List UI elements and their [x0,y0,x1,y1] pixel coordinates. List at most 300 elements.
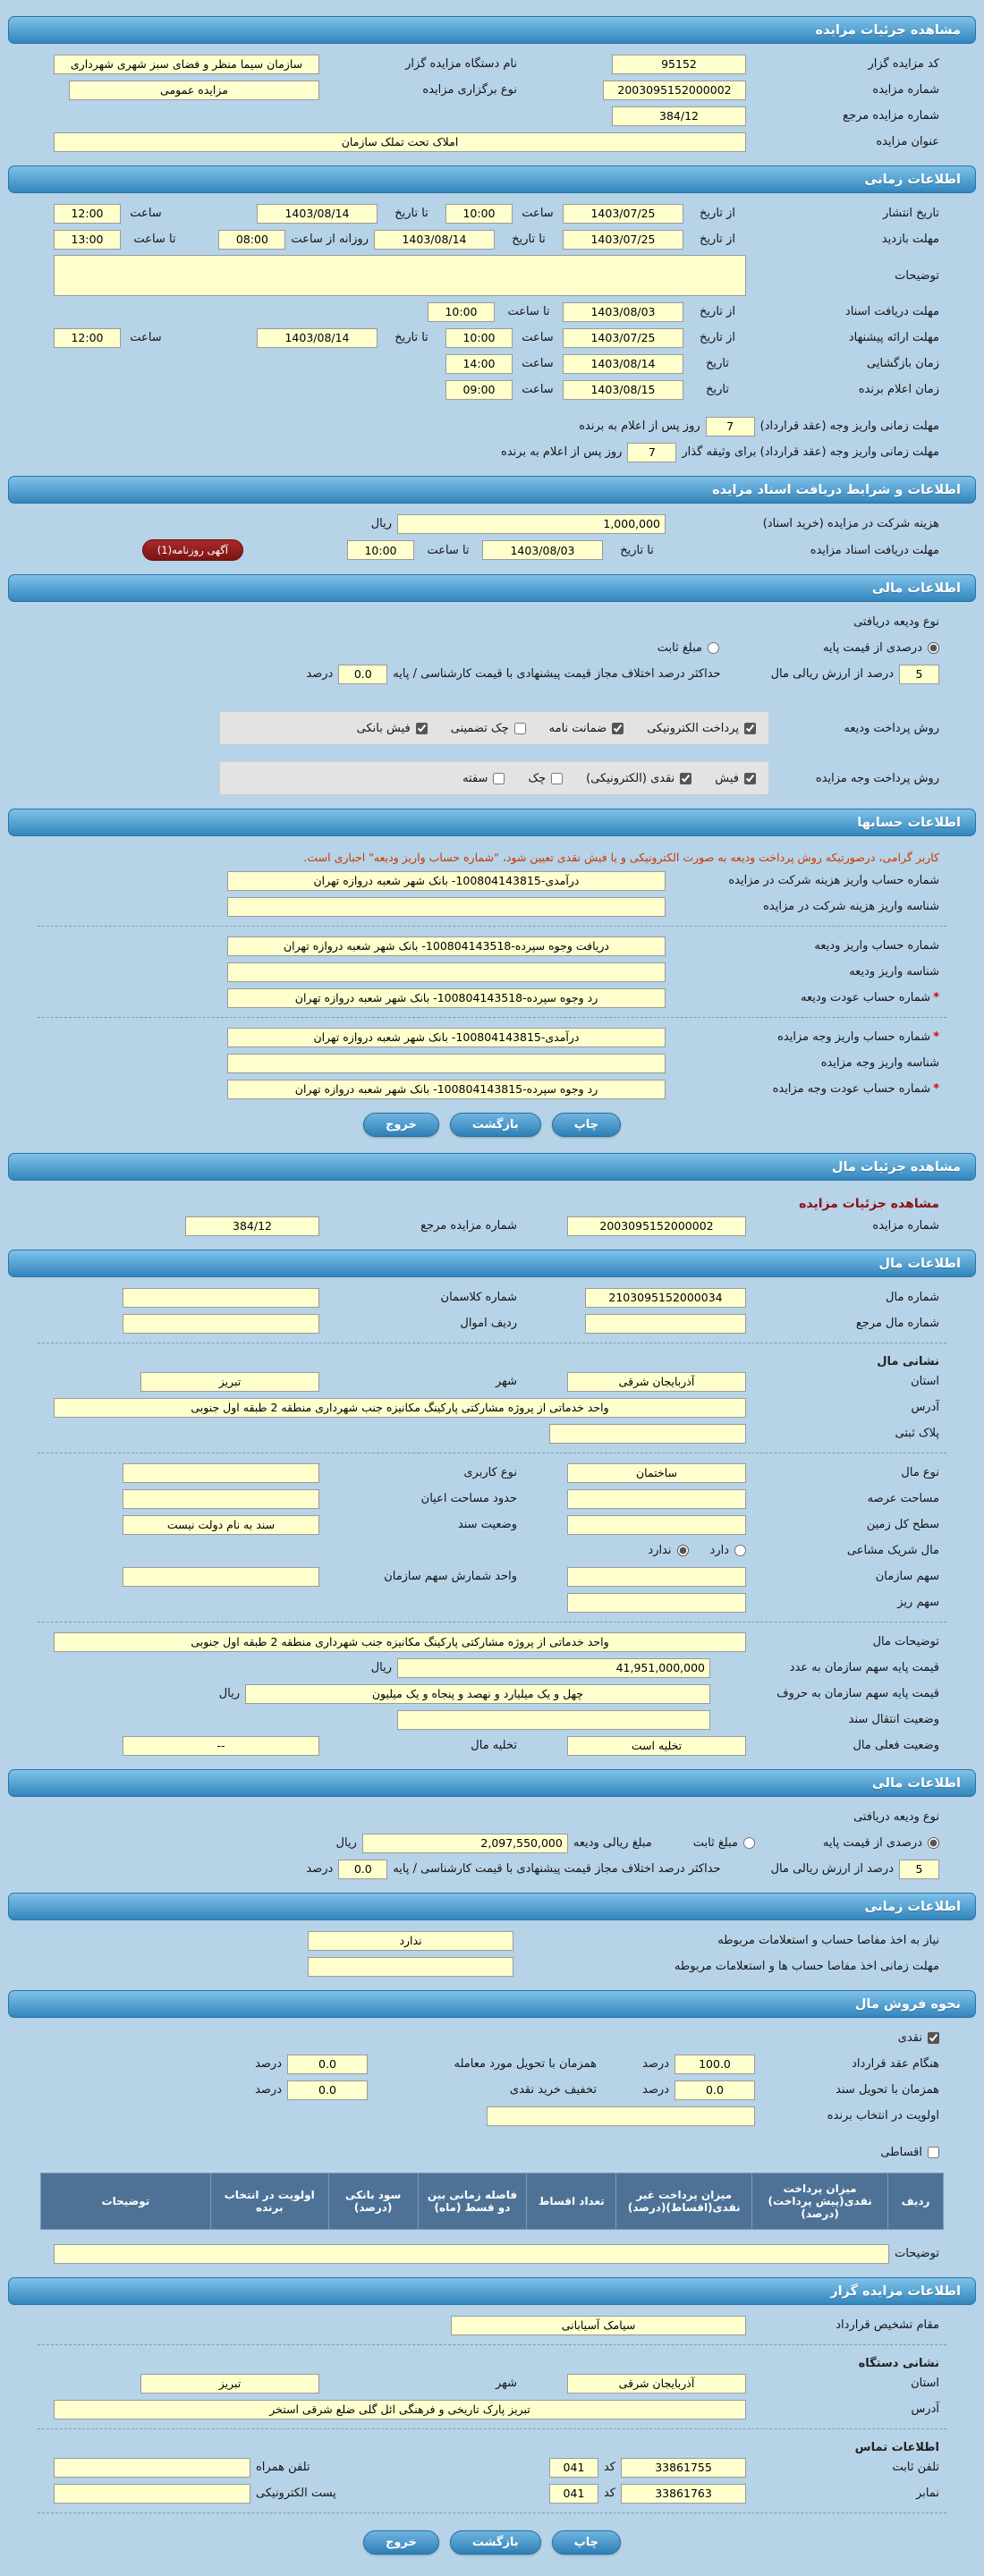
account-input[interactable] [227,988,666,1008]
to-hour-label: تا ساعت [133,233,176,246]
slip-checkbox[interactable] [744,773,756,784]
section-header-auctioneer: اطلاعات مزایده گزار [8,2277,976,2305]
opening-date-input[interactable] [563,354,683,374]
deposit-fixed-radio[interactable] [743,1837,755,1849]
at-contract-label: هنگام عقد قرارداد [852,2057,939,2071]
email-input[interactable] [54,2484,250,2504]
row-asset-province [0,1368,984,1394]
auction-payment-methods-box [219,761,769,795]
publish-to-date-input[interactable] [257,204,377,224]
total-land-label: سطح کل زمین [866,1518,939,1531]
visit-daily-from-time-input[interactable] [218,230,285,250]
th-row-number: ردیف [888,2174,944,2230]
section-header-financial-1: اطلاعات مالی [8,574,976,602]
row-deposit-type-options-2 [0,1830,984,1856]
hour-label: ساعت [522,357,554,370]
deposit-fixed-option-label: مبلغ ثابت [657,641,703,655]
row-auction-payment-methods [0,758,984,798]
shared-has-label: دارد [709,1544,729,1557]
auction-ref-input[interactable] [612,106,746,126]
org-name-input[interactable] [54,55,319,74]
contact-group-label: اطلاعات تماس [854,2441,939,2454]
percent-label: درصد [255,2057,282,2071]
area-code-label: کد [603,2487,615,2500]
account-label: شناسه واریز ودیعه [849,965,939,979]
newspaper-ad-button[interactable]: آگهی روزنامه(1) [142,539,243,561]
phone-label: تلفن ثابت [892,2461,939,2474]
cash-sale-label: نقدی [897,2031,922,2045]
installment-table [40,2173,944,2230]
winner-date-input[interactable] [563,380,683,400]
max-price-diff-label: حداکثر درصد اختلاف مجاز قیمت پیشنهادی با قیمت کارشناسی / پایه [393,667,721,681]
deposit-amount-label: مبلغ ریالی ودیعه [573,1836,652,1850]
winner-priority-label: اولویت در انتخاب برنده [827,2109,939,2123]
phone-input[interactable] [621,2458,746,2478]
from-date-label: از تاریخ [700,207,735,220]
account-input[interactable] [227,936,666,956]
auctioneer-address-input[interactable] [54,2400,746,2419]
building-area-input[interactable] [123,1489,319,1509]
row-clearance-need [0,1928,984,1953]
deposit-percent-value-input[interactable] [899,665,939,684]
divider [38,2512,946,2513]
row-sub-share [0,1589,984,1615]
row-payment-deadline-1 [0,413,984,439]
row-deposit-type-options [0,635,984,661]
base-price-number-input[interactable] [397,1658,710,1678]
deposit-percent-suffix-label: درصد از ارزش ریالی مال [770,667,894,681]
auction-number-label: شماره مزایده [872,1219,939,1233]
deposit-percent-radio[interactable] [928,642,939,654]
deposit-percent-value-input[interactable] [899,1860,939,1879]
asset-description-label: توضیحات مال [872,1635,939,1648]
evacuation-input[interactable] [123,1736,319,1756]
offer-to-date-input[interactable] [257,328,377,348]
required-asterisk: * [933,1082,939,1096]
row-publish-date [0,200,984,226]
row-asset-description [0,1629,984,1655]
hour-label: ساعت [522,207,554,220]
sale-description-label: توضیحات [895,2247,939,2260]
section-header-asset: اطلاعات مال [8,1250,976,1277]
th-cash-prepayment: میزان پرداخت نقدی(پیش پرداخت)(درصد) [752,2174,888,2230]
account-input[interactable] [227,962,666,982]
at-deed-input[interactable] [674,2080,755,2100]
account-input[interactable] [227,1054,666,1073]
asset-description-input[interactable] [54,1632,746,1652]
shared-ownership-label: مال شریک مشاعی [846,1544,939,1557]
max-price-diff-input[interactable] [338,665,387,684]
auction-type-input[interactable] [69,80,319,100]
docs-deadline-date-input[interactable] [482,540,603,560]
at-contract-input[interactable] [674,2055,755,2074]
account-input[interactable] [227,1028,666,1047]
check-label: چک [528,771,547,785]
sub-share-label: سهم ریز [897,1596,939,1609]
section-header-docs-conditions: اطلاعات و شرایط دریافت اسناد مزایده [8,476,976,504]
print-button[interactable]: چاپ [552,2530,621,2555]
required-asterisk: * [933,991,939,1004]
evacuation-label: تخلیه مال [471,1739,517,1752]
publish-from-time-input[interactable] [445,204,513,224]
asset-ref-label: شماره مال مرجع [855,1317,939,1330]
winner-priority-input[interactable] [487,2106,755,2126]
shared-hasnot-radio[interactable] [677,1545,689,1556]
usage-type-input[interactable] [123,1463,319,1483]
section-header-accounts: اطلاعات حسابها [8,809,976,836]
asset-row-input[interactable] [123,1314,319,1334]
deed-status-input[interactable] [123,1515,319,1535]
visit-to-date-input[interactable] [374,230,495,250]
offer-from-date-input[interactable] [563,328,683,348]
row-deposit-type-title-2 [0,1804,984,1830]
asset-type-label: نوع مال [901,1466,939,1479]
fax-input[interactable] [621,2484,746,2504]
days-after-winner-label: روز پس از اعلام به برنده [501,445,623,459]
fax-code-input[interactable] [549,2484,598,2504]
deposit-fixed-radio[interactable] [708,642,719,654]
deed-transfer-status-label: وضعیت انتقال سند [848,1713,939,1726]
asset-number-input[interactable] [585,1288,746,1308]
usage-type-label: نوع کاربری [463,1466,517,1479]
row-asset-auction-number [0,1213,984,1239]
address-input[interactable] [54,1398,746,1418]
accounts-warning-text: کاربر گرامی، درصورتیکه روش پرداخت ودیعه به صورت الکترونیکی و یا فیش نقدی تعیین شود، "شماره حساب واریز ودیعه" اجباری است. [303,851,939,864]
electronic-payment-label: پرداخت الکترونیکی [647,721,739,735]
auctioneer-address-group-label: نشانی دستگاه [858,2357,939,2370]
winner-time-input[interactable] [445,380,513,400]
row-asset-area [0,1486,984,1512]
publish-to-time-input[interactable] [54,204,121,224]
province-label: استان [911,2377,939,2390]
divider [38,2344,946,2345]
row-visit-deadline [0,226,984,252]
account-row-fee-deposit-id [0,894,984,919]
section-header-sale-method: نحوه فروش مال [8,1990,976,2018]
th-installments-count: تعداد اقساط [527,2174,616,2230]
row-deed-transfer-status [0,1707,984,1733]
account-label: شناسه واریز وجه مزایده [820,1056,939,1070]
date-label: تاریخ [706,357,729,370]
land-area-input[interactable] [567,1489,746,1509]
cash-discount-input[interactable] [287,2080,368,2100]
divider [38,1017,946,1018]
th-noncash-installments: میزان پرداخت غیر نقدی(اقساط)(درصد) [616,2174,752,2230]
visit-daily-to-time-input[interactable] [54,230,121,250]
visit-deadline-label: مهلت بازدید [881,233,939,246]
authority-input[interactable] [451,2316,746,2335]
account-row-auction-payment [0,1024,984,1050]
offer-from-time-input[interactable] [445,328,513,348]
promissory-note-label: سفته [462,771,488,785]
account-label: شماره حساب واریز ودیعه [814,939,939,953]
certified-check-checkbox[interactable] [514,723,526,734]
row-org-share [0,1563,984,1589]
installment-sale-checkbox[interactable] [928,2147,939,2158]
province-input[interactable] [567,2374,746,2394]
auctioneer-code-label: کد مزایده گزار [868,57,939,71]
auctioneer-code-input[interactable] [612,55,746,74]
base-price-words-label: قیمت پایه سهم سازمان به حروف [776,1687,939,1700]
row-cash-option [0,2025,984,2051]
offer-deadline-label: مهلت ارائه پیشنهاد [848,331,939,344]
percent-label: درصد [306,1862,334,1876]
participation-fee-input[interactable] [397,514,666,534]
account-label: شماره حساب عودت ودیعه [801,991,931,1004]
deposit-fixed-option-label: مبلغ ثابت [692,1836,739,1850]
row-auction-number [0,77,984,103]
docs-receive-label: مهلت دریافت اسناد [844,305,939,318]
row-opening-time [0,351,984,377]
account-input[interactable] [227,1080,666,1099]
province-input[interactable] [567,1372,746,1392]
payment-deadline-2-label: مهلت زمانی واریز وجه (عقد قرارداد) برای وثیقه گذار [682,445,939,459]
account-label: شماره حساب واریز هزینه شرکت در مزایده [728,874,939,887]
deposit-percent-option-label: درصدی از قیمت پایه [823,1836,922,1850]
row-base-price-words [0,1681,984,1707]
share-unit-input[interactable] [123,1567,319,1587]
to-date-label: تا تاریخ [394,207,428,220]
opening-time-input[interactable] [445,354,513,374]
divider [38,1622,946,1623]
asset-address-group-label: نشانی مال [877,1355,939,1368]
print-button[interactable]: چاپ [552,1113,621,1137]
asset-row-label: ردیف اموال [460,1317,517,1330]
shared-hasnot-label: ندارد [648,1544,672,1557]
row-current-status [0,1733,984,1758]
percent-label: درصد [255,2083,282,2097]
bank-slip-checkbox[interactable] [416,723,428,734]
divider [38,2428,946,2429]
hour-label: ساعت [130,207,162,220]
current-status-input[interactable] [567,1736,746,1756]
installment-table-header-row [41,2174,944,2230]
area-code-label: کد [603,2461,615,2474]
account-input[interactable] [227,871,666,891]
row-auction-subject [0,129,984,155]
cash-electronic-checkbox[interactable] [680,773,691,784]
account-row-fee-deposit [0,868,984,894]
asset-number-label: شماره مال [886,1291,939,1304]
to-hour-label: تا ساعت [507,305,550,318]
row-docs-deadline [0,537,984,564]
percent-label: درصد [642,2083,669,2097]
to-hour-label: تا ساعت [427,543,470,557]
opening-time-label: زمان بازگشایی [867,357,939,370]
offer-to-time-input[interactable] [54,328,121,348]
row-asset-address [0,1394,984,1420]
row-installment-option [0,2140,984,2165]
account-row-auction-payment-id [0,1050,984,1076]
section-header-financial-2: اطلاعات مالی [8,1769,976,1797]
account-row-deposit-return [0,985,984,1011]
back-button[interactable]: بازگشت [450,1113,541,1137]
row-asset-ref [0,1310,984,1336]
row-cash-terms-2 [0,2077,984,2103]
city-label: شهر [495,1375,517,1388]
cash-discount-label: تخفیف خرید نقدی [509,2083,597,2097]
asset-type-input[interactable] [567,1463,746,1483]
auction-type-label: نوع برگزاری مزایده [422,83,517,97]
total-land-input[interactable] [567,1515,746,1535]
row-offer-deadline [0,325,984,351]
to-date-label: تا تاریخ [394,331,428,344]
city-input[interactable] [140,1372,319,1392]
payment-deadline-2-days-input[interactable] [627,443,676,462]
row-participation-fee [0,511,984,537]
timing-description-input[interactable] [54,255,746,296]
payment-deadline-1-label: مهلت زمانی واریز وجه (عقد قرارداد) [759,419,939,433]
rial-label: ریال [370,517,392,530]
auction-number-input[interactable] [567,1216,746,1236]
row-payment-deadline-2 [0,439,984,465]
participation-fee-label: هزینه شرکت در مزایده (خرید اسناد) [762,517,939,530]
th-description: توضیحات [41,2174,211,2230]
row-deposit-percent-value-2 [0,1856,984,1882]
mobile-label: تلفن همراه [256,2461,310,2474]
share-unit-label: واحد شمارش سهم سازمان [384,1570,517,1583]
section-header-asset-view: مشاهده جزئیات مال [8,1153,976,1181]
plate-input[interactable] [549,1424,746,1444]
row-base-price-number [0,1655,984,1681]
org-share-label: سهم سازمان [875,1570,939,1583]
required-asterisk: * [933,1030,939,1044]
row-timing-description [0,252,984,299]
org-share-input[interactable] [567,1567,746,1587]
account-input[interactable] [227,897,666,917]
shared-has-radio[interactable] [734,1545,746,1556]
deposit-amount-input[interactable] [362,1834,568,1853]
check-checkbox[interactable] [551,773,563,784]
guarantee-checkbox[interactable] [612,723,623,734]
row-docs-receive-deadline [0,299,984,325]
payment-deadline-1-days-input[interactable] [706,417,755,436]
row-auctioneer-address [0,2396,984,2422]
max-price-diff-input[interactable] [338,1860,387,1879]
row-clearance-deadline [0,1953,984,1979]
to-date-label: تا تاریخ [512,233,546,246]
row-auctioneer-province [0,2370,984,2396]
row-cash-terms-1 [0,2051,984,2077]
row-asset-type [0,1460,984,1486]
asset-ref-input[interactable] [585,1314,746,1334]
building-area-label: حدود مساحت اعیان [420,1492,517,1505]
guarantee-label: ضمانت نامه [548,721,607,735]
sub-share-input[interactable] [567,1593,746,1613]
installment-sale-label: اقساطی [880,2146,922,2159]
percent-label: درصد [306,667,334,681]
clearance-need-input[interactable] [308,1931,513,1951]
row-shared-ownership [0,1538,984,1563]
at-delivery-input[interactable] [287,2055,368,2074]
address-label: آدرس [911,2402,939,2416]
account-row-deposit [0,933,984,959]
timing-description-label: توضیحات [895,268,939,283]
row-auctioneer-code [0,51,984,77]
promissory-note-checkbox[interactable] [493,773,505,784]
docs-to-time-input[interactable] [428,302,495,322]
th-bank-interest: سود بانکی (درصد) [328,2174,418,2230]
hour-label: ساعت [522,331,554,344]
cash-sale-checkbox[interactable] [928,2032,939,2044]
publish-from-date-input[interactable] [563,204,683,224]
back-button[interactable]: بازگشت [450,2530,541,2555]
sale-description-input[interactable] [54,2244,889,2264]
rial-label: ریال [370,1661,392,1674]
email-label: پست الکترونیکی [256,2487,336,2500]
row-asset-plate [0,1420,984,1446]
auction-ref-label: شماره مزایده مرجع [843,109,939,123]
visit-from-date-input[interactable] [563,230,683,250]
row-authority [0,2312,984,2338]
electronic-payment-checkbox[interactable] [744,723,756,734]
deposit-type-label: نوع ودیعه دریافتی [853,1810,939,1824]
clearance-deadline-label: مهلت زمانی اخذ مفاصا حساب ها و استعلامات مربوطه [674,1960,939,1973]
auction-subject-input[interactable] [54,132,746,152]
current-status-label: وضعیت فعلی مال [853,1739,939,1752]
max-price-diff-label: حداکثر درصد اختلاف مجاز قیمت پیشنهادی با قیمت کارشناسی / پایه [393,1862,721,1876]
exit-button[interactable]: خروج [363,2530,439,2555]
base-price-words-input[interactable] [245,1684,710,1704]
section-header-auction-details: مشاهده جزئیات مزایده [8,16,976,44]
auction-ref-label: شماره مزایده مرجع [420,1219,517,1233]
base-price-number-label: قیمت پایه سهم سازمان به عدد [789,1661,939,1674]
auction-payment-method-label: روش پرداخت وجه مزایده [815,771,939,785]
slip-label: فیش [715,771,739,785]
province-label: استان [911,1375,939,1388]
asset-class-input[interactable] [123,1288,319,1308]
row-deposit-percent-value [0,661,984,687]
section-header-timing: اطلاعات زمانی [8,165,976,193]
row-deposit-type-title [0,609,984,635]
exit-button[interactable]: خروج [363,1113,439,1137]
authority-label: مقام تشخیص قرارداد [836,2318,939,2332]
clearance-need-label: نیاز به اخذ مفاصا حساب و استعلامات مربوطه [717,1934,939,1947]
deed-transfer-status-input[interactable] [397,1710,710,1730]
at-delivery-label: همزمان با تحویل مورد معامله [454,2057,597,2071]
row-auction-ref [0,103,984,129]
auction-number-input[interactable] [603,80,746,100]
hour-label: ساعت [130,331,162,344]
bank-slip-label: فیش بانکی [356,721,411,735]
section-header-timing-2: اطلاعات زمانی [8,1893,976,1920]
row-asset-land [0,1512,984,1538]
mobile-input[interactable] [54,2458,250,2478]
auction-ref-input[interactable] [185,1216,319,1236]
bottom-button-row [0,2520,984,2560]
to-date-label: تا تاریخ [620,543,654,557]
city-input[interactable] [140,2374,319,2394]
phone-code-input[interactable] [549,2458,598,2478]
org-name-label: نام دستگاه مزایده گزار [405,57,517,71]
row-deposit-payment-methods [0,708,984,748]
fax-label: نمابر [916,2487,939,2500]
clearance-deadline-input[interactable] [308,1957,513,1977]
deposit-payment-methods-box [219,711,769,745]
account-label: شناسه واریز هزینه شرکت در مزایده [763,900,939,913]
winner-announce-label: زمان اعلام برنده [858,383,939,396]
th-installment-interval: فاصله زمانی بین دو قسط (ماه) [418,2174,527,2230]
docs-from-date-input[interactable] [563,302,683,322]
deposit-percent-radio[interactable] [928,1837,939,1849]
from-date-label: از تاریخ [700,331,735,344]
docs-deadline-label: مهلت دریافت اسناد مزایده [810,543,939,557]
deposit-type-label: نوع ودیعه دریافتی [853,615,939,629]
th-winner-priority: اولویت در انتخاب برنده [210,2174,328,2230]
docs-deadline-time-input[interactable] [347,540,414,560]
land-area-label: مساحت عرصه [867,1492,939,1505]
asset-class-label: شماره کلاسمان [440,1291,517,1304]
